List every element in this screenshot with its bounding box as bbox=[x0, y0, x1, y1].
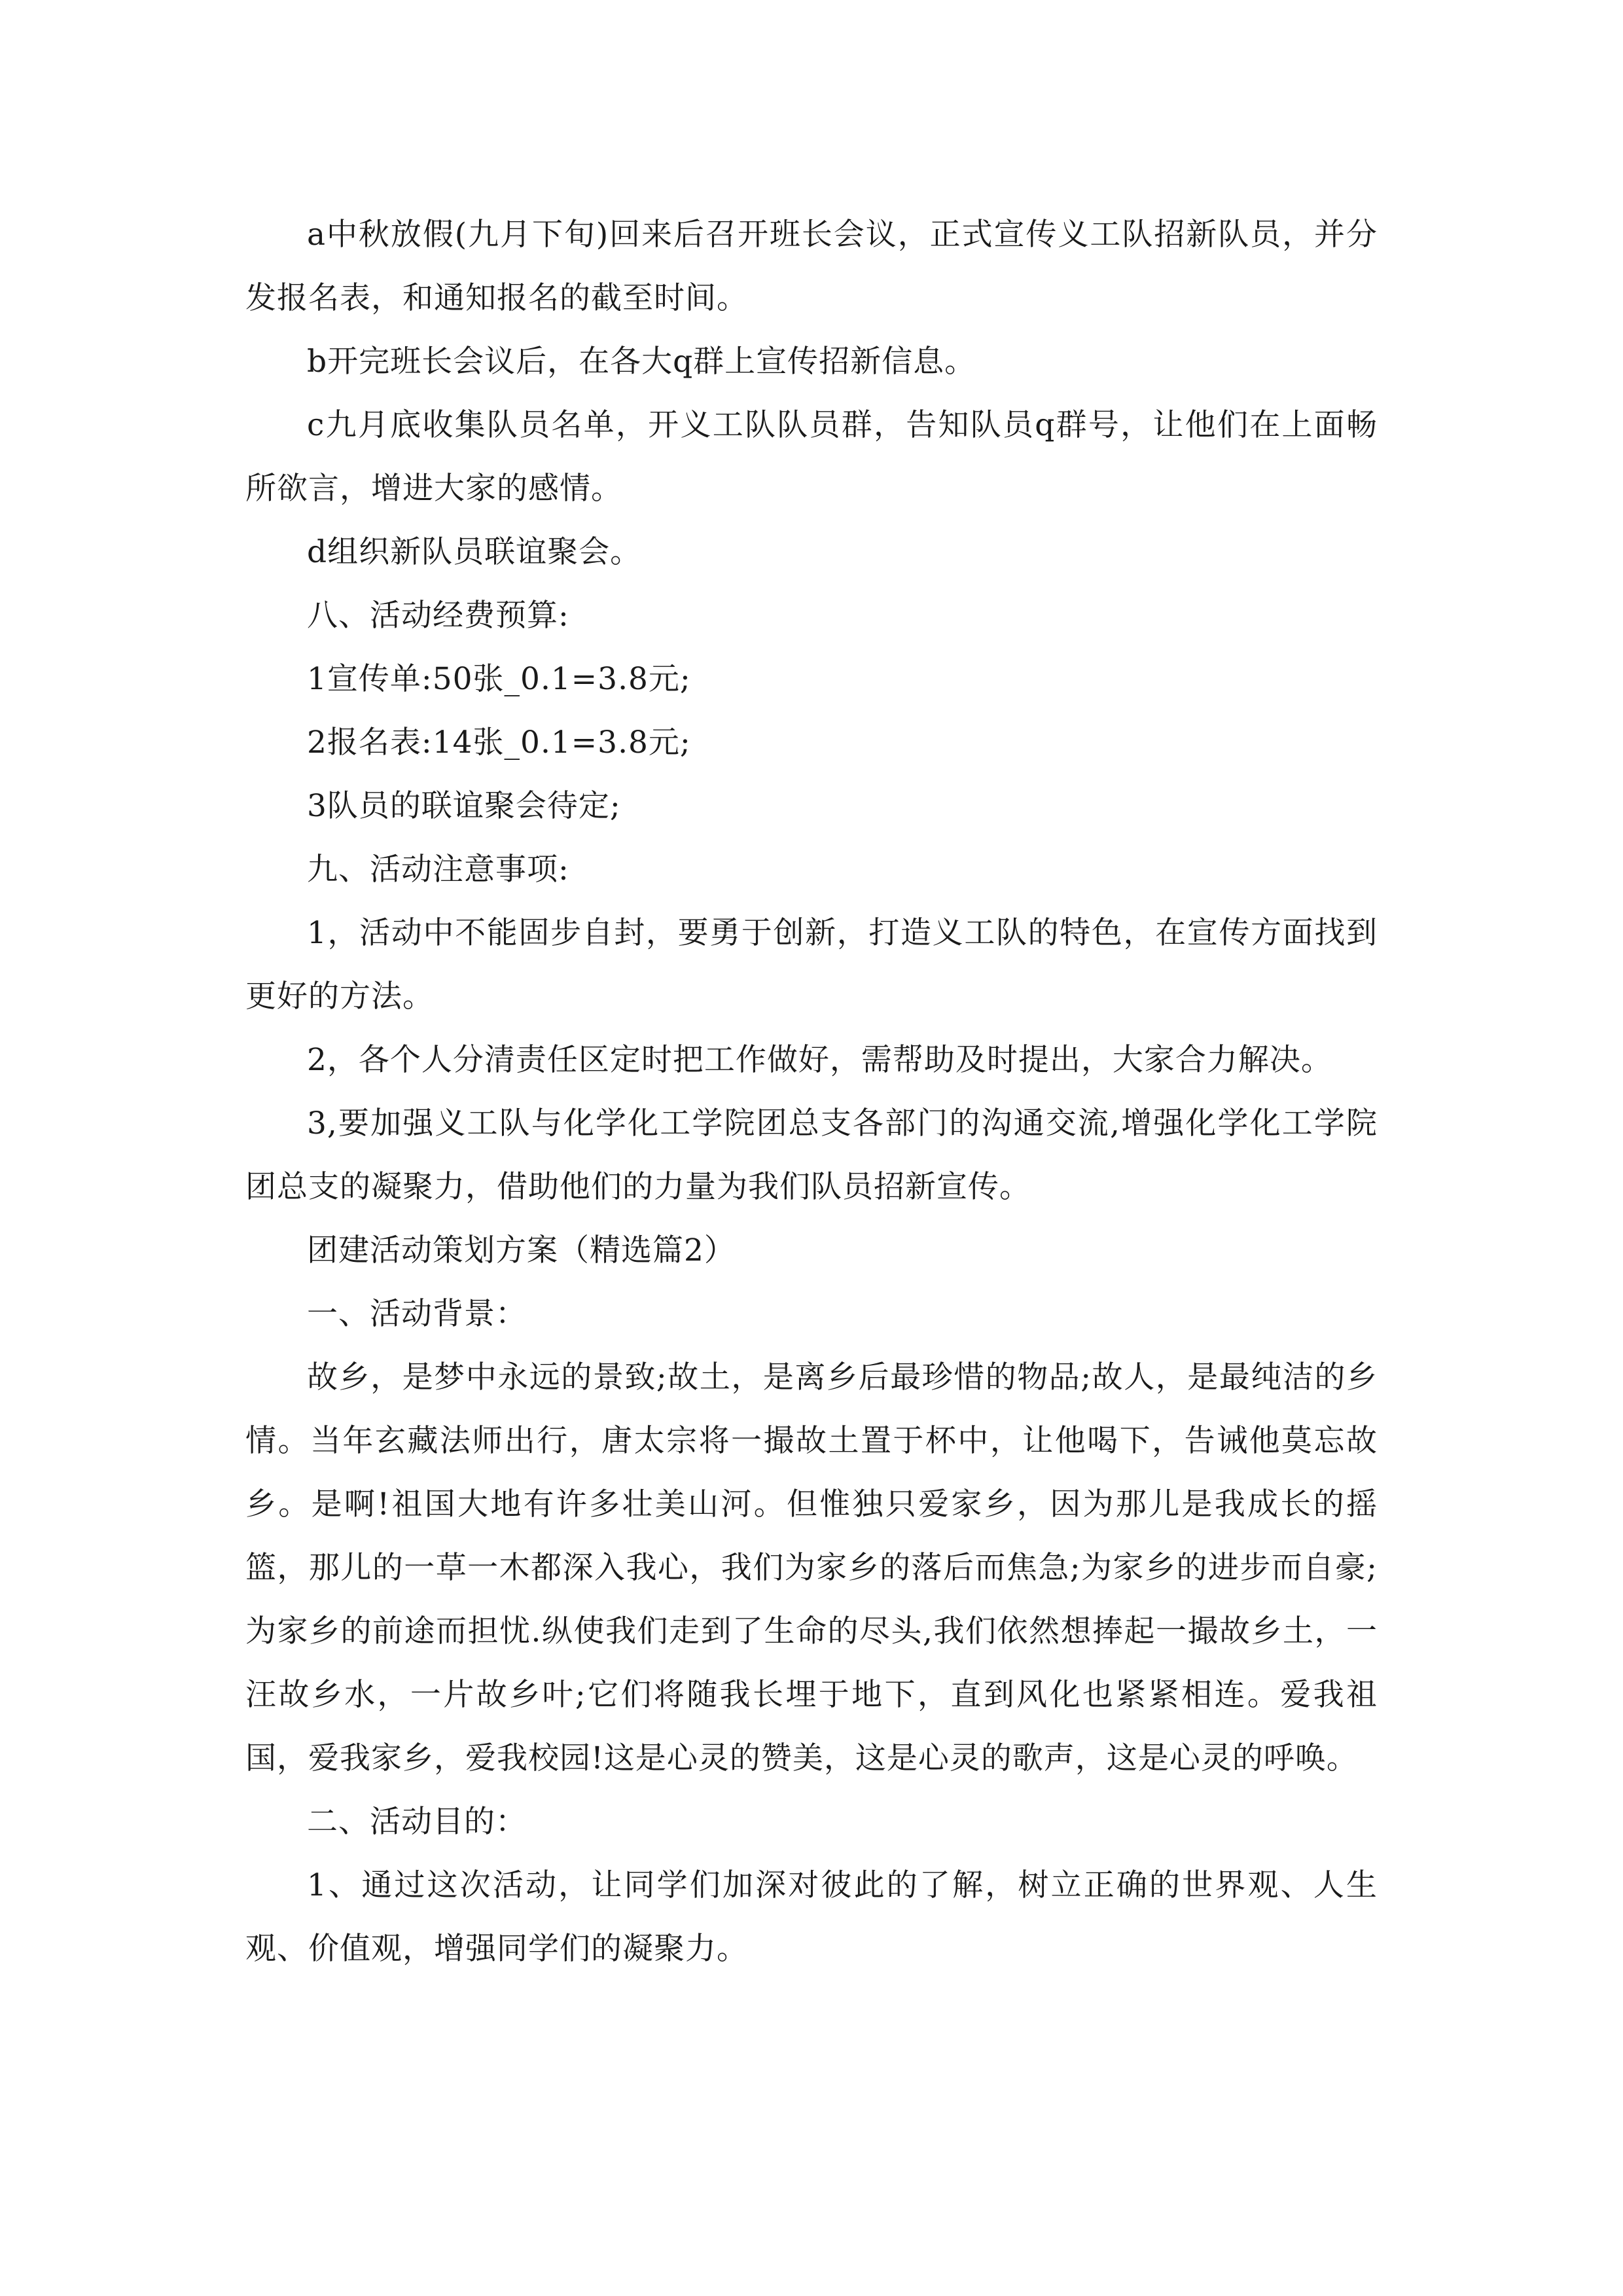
budget-item-gathering: 3队员的联谊聚会待定; bbox=[307, 788, 621, 824]
article-title-plan-2: 团建活动策划方案（精选篇2） bbox=[307, 1232, 736, 1268]
section-heading-budget: 八、活动经费预算: bbox=[307, 598, 569, 634]
paragraph-collect-members: c九月底收集队员名单，开义工队队员群，告知队员q群号，让他们在上面畅所欲言，增进大家的感情。 bbox=[245, 407, 1378, 507]
note-item-responsibility: 2，各个人分清责任区定时把工作做好，需帮助及时提出，大家合力解决。 bbox=[307, 1042, 1332, 1078]
budget-item-forms: 2报名表:14张_0.1=3.8元; bbox=[307, 725, 691, 761]
document-body bbox=[245, 203, 1378, 1981]
section-heading-background: 一、活动背景： bbox=[307, 1296, 527, 1332]
section-heading-purpose: 二、活动目的： bbox=[307, 1804, 527, 1840]
note-item-innovation: 1，活动中不能固步自封，要勇于创新，打造义工队的特色，在宣传方面找到更好的方法。 bbox=[245, 915, 1378, 1014]
section-heading-notes: 九、活动注意事项: bbox=[307, 852, 569, 888]
paragraph-purpose-1: 1、通过这次活动，让同学们加深对彼此的了解，树立正确的世界观、人生观、价值观，增强同学们的凝聚力。 bbox=[245, 1867, 1378, 1967]
paragraph-recruit-meeting: a中秋放假(九月下旬)回来后召开班长会议，正式宣传义工队招新队员，并分发报名表，和通知报名的截至时间。 bbox=[245, 217, 1378, 316]
paragraph-background: 故乡，是梦中永远的景致;故土，是离乡后最珍惜的物品;故人，是最纯洁的乡情。当年玄藏法师出行，唐太宗将一撮故土置于杯中，让他喝下，告诫他莫忘故乡。是啊!祖国大地有许多壮美山河。但惟独只爱家乡，因为那儿是我成长的摇篮，那儿的一草一木都深入我心，我们为家乡的落后而焦急;为家乡的进步而自豪;为家乡的前途而担忧.纵使我们走到了生命的尽头,我们依然想捧起一撮故乡土，一汪故乡水，一片故乡叶;它们将随我长埋于地下，直到风化也紧紧相连。爱我祖国，爱我家乡，爱我校园!这是心灵的赞美，这是心灵的歌声，这是心灵的呼唤。 bbox=[245, 1359, 1378, 1776]
paragraph-social-gathering: d组织新队员联谊聚会。 bbox=[307, 534, 642, 570]
paragraph-qq-group-promotion: b开完班长会议后，在各大q群上宣传招新信息。 bbox=[307, 344, 976, 380]
budget-item-flyers: 1宣传单:50张_0.1=3.8元; bbox=[307, 661, 691, 697]
note-item-communication: 3,要加强义工队与化学化工学院团总支各部门的沟通交流,增强化学化工学院团总支的凝聚力，借助他们的力量为我们队员招新宣传。 bbox=[245, 1105, 1378, 1205]
